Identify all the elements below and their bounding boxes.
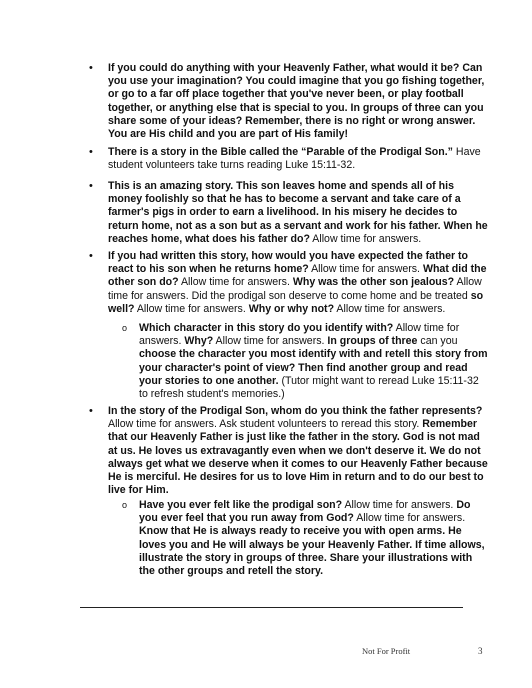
sub-bullet-marker: o: [122, 500, 128, 510]
normal-text-run: Allow time for answers.: [134, 302, 249, 315]
normal-text-run: Allow time for answers. Did the prodigal son deserve to come home and be treated: [108, 276, 482, 302]
bullet-marker: •: [89, 405, 93, 417]
bold-text-run: Why?: [184, 335, 214, 348]
normal-text-run: can you: [417, 335, 458, 348]
bold-text-run: Have you ever felt like the prodigal son?: [139, 499, 343, 511]
bold-text-run: choose the character you most identify with and retell this story from your character's point of view? Then find another group and read your stories to one another.: [139, 348, 488, 387]
footer-rule: [80, 607, 463, 608]
item-text: [108, 250, 487, 315]
normal-text-run: Allow time for answers.: [353, 512, 466, 525]
normal-text-run: Allow time for answers.: [308, 263, 423, 276]
bold-text-run: In groups of three: [327, 335, 418, 348]
bullet-marker: •: [89, 180, 93, 192]
sub-item-felt-like: [122, 499, 488, 578]
bullet-item-amazing-story: [89, 180, 488, 246]
bold-text-run: If you had written this story, how would you have expected the father to react to his son when he returns home?: [108, 250, 469, 276]
bullet-item-imagine: [89, 62, 488, 141]
normal-text-run: Allow time for answers.: [342, 499, 457, 511]
normal-text-run: Allow time for answers.: [334, 302, 446, 315]
bullet-item-prodigal-son: [89, 146, 488, 172]
item-text: [108, 180, 488, 245]
item-text: [108, 146, 481, 171]
bold-text-run: Why or why not?: [248, 302, 335, 315]
bullet-item-father-represents: [89, 405, 488, 497]
bullet-item-written-story: [89, 250, 488, 316]
normal-text-run: Allow time for answers.: [139, 322, 460, 348]
page-number: 3: [478, 646, 483, 656]
bold-text-run: Which character in this story do you identify with?: [139, 322, 394, 334]
bold-text-run: Do you ever feel that you run away from God?: [139, 499, 471, 525]
normal-text-run: Allow time for answers.: [309, 232, 422, 245]
sub-item-character: [122, 322, 488, 401]
footer-text: Not For Profit: [362, 646, 411, 656]
bold-text-run: Know that He is always ready to receive you with open arms. He loves you and He will always be your Heavenly Father. If time allows, illustrate the story in groups of three. Share your illustrations with the other groups and retell the story.: [139, 525, 485, 578]
bold-text-run: Remember that our Heavenly Father is just like the father in the story. God is not mad at us. He loves us extravagantly even when we don't deserve it. We do not always get what we deserve when it comes to our Heavenly Father because He is merciful. He desires for us to love Him in return and to do our best to live for Him.: [108, 418, 488, 497]
bold-text-run: What did the other son do?: [108, 263, 487, 289]
bullet-marker: •: [89, 146, 93, 158]
bold-text-run: If you could do anything with your Heavenly Father, what would it be? Can you use your imagination? You could imagine that you go fishing together, or go to a far off place together that you've never been, or play football together, or anything else that is special to you. In groups of three can you share some of your ideas? Remember, there is no right or wrong answer. You are His child and you are part of His family!: [108, 62, 485, 141]
bold-text-run: so well?: [108, 289, 484, 315]
bold-text-run: There is a story in the Bible called the “Parable of the Prodigal Son.”: [108, 146, 453, 158]
item-text: [108, 405, 488, 496]
normal-text-run: Allow time for answers. Ask student volunteers to reread this story.: [108, 418, 423, 431]
normal-text-run: Allow time for answers.: [213, 335, 328, 348]
bullet-marker: •: [89, 62, 93, 74]
sub-item-text: [139, 499, 485, 577]
item-text: [108, 62, 484, 140]
bold-text-run: In the story of the Prodigal Son, whom do you think the father represents?: [108, 405, 483, 417]
bold-text-run: Why was the other son jealous?: [292, 276, 455, 289]
normal-text-run: Have student volunteers take turns reading Luke 15:11-32.: [108, 146, 481, 172]
bullet-marker: •: [89, 250, 93, 262]
bold-text-run: This is an amazing story. This son leaves home and spends all of his money foolishly so that he has to become a servant and take care of a farmer's pigs in order to earn a livelihood. In his misery he decides to return home, not as a son but as a servant and work for his father. When he reaches home, what does his father do?: [108, 180, 488, 245]
normal-text-run: Allow time for answers.: [178, 276, 293, 289]
sub-bullet-marker: o: [122, 323, 128, 333]
sub-item-text: [139, 322, 488, 400]
normal-text-run: (Tutor might want to reread Luke 15:11-32 to refresh student's memories.): [139, 374, 479, 401]
